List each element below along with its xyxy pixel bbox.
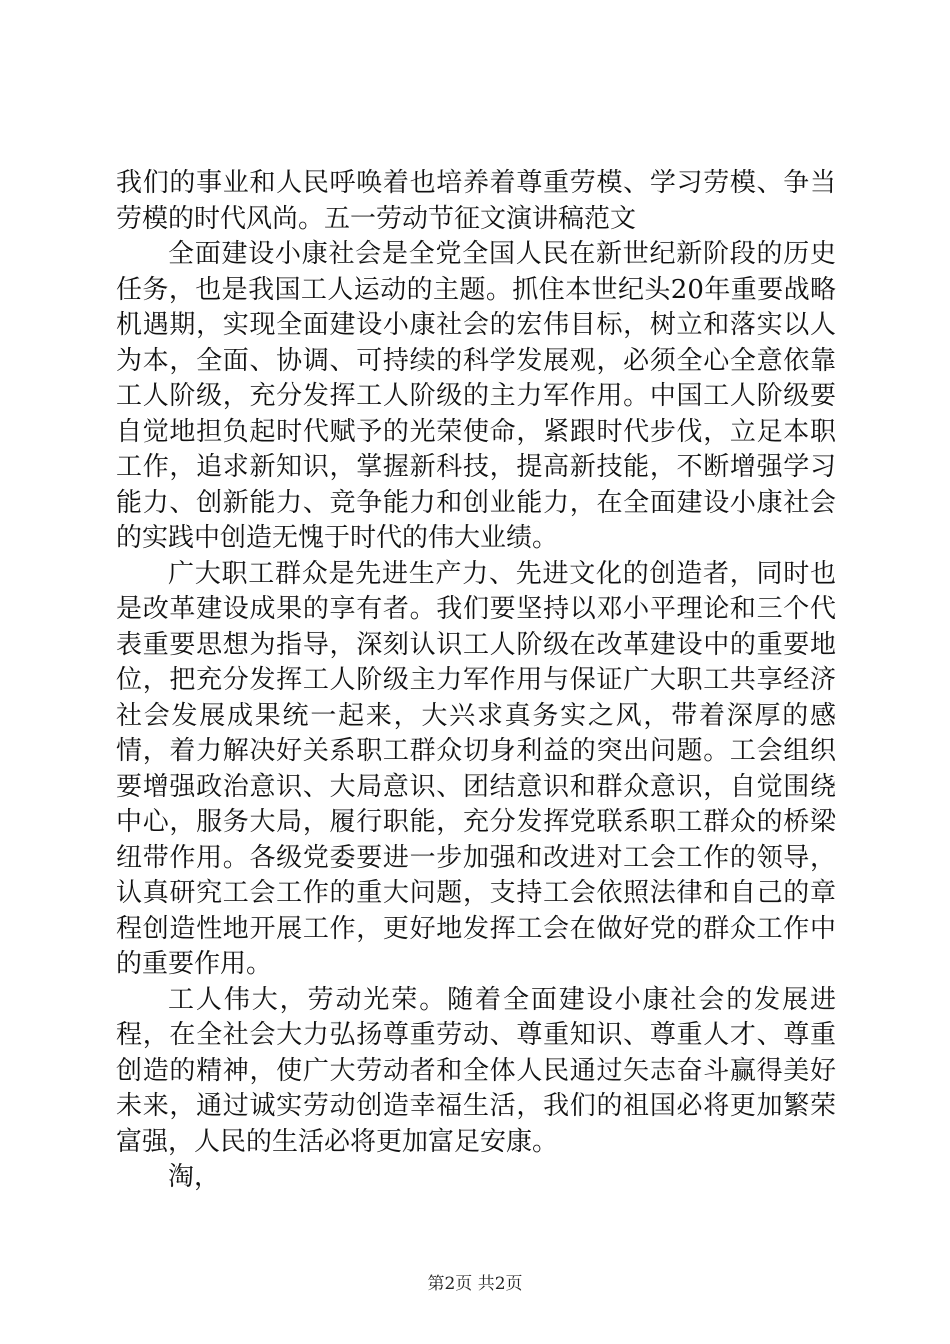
paragraph-labor-glory: 工人伟大，劳动光荣。随着全面建设小康社会的发展进程，在全社会大力弘扬尊重劳动、尊重知识、尊重人才、尊重创造的精神，使广大劳动者和全体人民通过矢志奋斗赢得美好未来，通过诚实劳动创造幸福生活，我们的祖国必将更加繁荣富强，人民的生活必将更加富足安康。 (116, 984, 836, 1157)
paragraph-workers-masses: 广大职工群众是先进生产力、先进文化的创造者，同时也是改革建设成果的享有者。我们要坚持以邓小平理论和三个代表重要思想为指导，深刻认识工人阶级在改革建设中的重要地位，把充分发挥工人阶级主力军作用与保证广大职工共享经济社会发展成果统一起来，大兴求真务实之风，带着深厚的感情，着力解决好关系职工群众切身利益的突出问题。工会组织要增强政治意识、大局意识、团结意识和群众意识，自觉围绕中心，服务大局，履行职能，充分发挥党联系职工群众的桥梁纽带作用。各级党委要进一步加强和改进对工会工作的领导，认真研究工会工作的重大问题，支持工会依照法律和自己的章程创造性地开展工作，更好地发挥工会在做好党的群众工作中的重要作用。 (116, 558, 836, 979)
paragraph-fragment: 淘， (168, 1162, 221, 1192)
document-body (116, 166, 836, 1196)
paragraph-continuation: 我们的事业和人民呼唤着也培养着尊重劳模、学习劳模、争当劳模的时代风尚。五一劳动节征文演讲稿范文 (116, 168, 836, 234)
paragraph-building-xiaokang: 全面建设小康社会是全党全国人民在新世纪新阶段的历史任务，也是我国工人运动的主题。抓住本世纪头20年重要战略机遇期，实现全面建设小康社会的宏伟目标，树立和落实以人为本，全面、协调、可持续的科学发展观，必须全心全意依靠工人阶级，充分发挥工人阶级的主力军作用。中国工人阶级要自觉地担负起时代赋予的光荣使命，紧跟时代步伐，立足本职工作，追求新知识，掌握新科技，提高新技能，不断增强学习能力、创新能力、竞争能力和创业能力，在全面建设小康社会的实践中创造无愧于时代的伟大业绩。 (116, 239, 836, 553)
page-number-footer: 第2页 共2页 (427, 1274, 523, 1294)
